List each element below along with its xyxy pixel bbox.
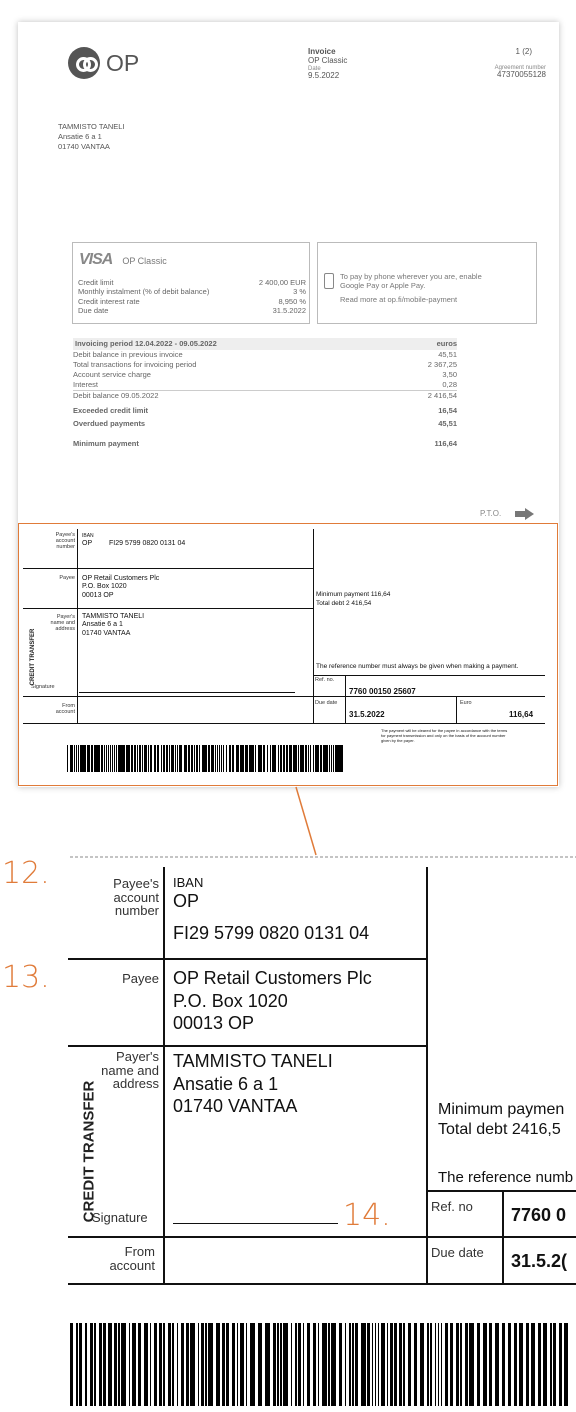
zoom-signature-label: Signature: [92, 1210, 148, 1225]
slip-euro-label: Euro: [460, 700, 472, 706]
zoom-ref-number: 7760 0: [511, 1205, 567, 1225]
zoom-payer-address: [173, 1050, 333, 1118]
zoom-min-payment: Minimum paymen: [438, 1101, 565, 1118]
slip-payee-city: 00013 OP: [82, 591, 114, 599]
recipient-name: TAMMISTO TANELI: [58, 122, 125, 131]
card-row-value: 3 %: [293, 287, 306, 297]
slip-ref-note: The reference number must always be given when making a payment.: [316, 663, 519, 670]
summary-heading: Invoicing period 12.04.2022 - 09.05.2022: [75, 339, 217, 348]
page-number: 1 (2): [515, 47, 532, 56]
card-row-value: 31.5.2022: [272, 306, 306, 316]
zoom-bank: OP: [173, 891, 200, 911]
slip-payee-label: Payee: [59, 575, 75, 581]
zoom-payer-name: TAMMISTO TANELI: [173, 1051, 333, 1071]
zoom-total-debt: Total debt 2416,5: [438, 1121, 561, 1138]
slip-payee-account-label: Payee's account number: [55, 532, 75, 550]
slip-iban: FI29 5799 0820 0131 04: [109, 540, 186, 547]
card-row-label: Credit limit: [78, 278, 114, 287]
slip-side-title: CREDIT TRANSFER: [30, 628, 36, 686]
invoice-date: 9.5.2022: [308, 71, 340, 81]
slip-payee-name: OP Retail Customers Plc: [82, 575, 160, 582]
summary-row-label: Debit balance in previous invoice: [73, 350, 183, 359]
summary-row-value: 2 416,54: [427, 391, 457, 400]
card-row-value: 8,950 %: [278, 296, 306, 306]
slip-min-payment: Minimum payment 116,64: [316, 591, 391, 598]
zoom-iban: FI29 5799 0820 0131 04: [173, 923, 370, 943]
slip-due-label: Due date: [315, 700, 338, 706]
recipient-city: 01740 VANTAA: [58, 141, 110, 151]
zoom-payee-address: [173, 967, 372, 1035]
exceeded-label: Exceeded credit limit: [73, 406, 149, 415]
slip-amount: 116,64: [509, 710, 534, 719]
agreement-label: Agreement number: [494, 64, 546, 71]
slip-payer-name: TAMMISTO TANELI: [82, 613, 145, 620]
zoom-ref-label: Ref. no: [431, 1199, 473, 1214]
recipient-street: Ansatie 6 a 1: [58, 131, 102, 141]
card-row-label: Credit interest rate: [78, 296, 140, 306]
slip-signature-label: Signature: [31, 684, 55, 690]
zoom-from-label: From account: [109, 1244, 155, 1273]
slip-disclaimer: The payment will be cleared for the payee in accordance with the terms for payment transmission and only on the basis of the account number given by the payer.: [381, 728, 508, 743]
visa-logo: VISA: [79, 251, 113, 268]
slip-payer-label: Payer's name and address: [50, 614, 75, 632]
zoom-payee-account-label: Payee's account number: [113, 876, 159, 919]
overdue-value: 45,51: [438, 419, 457, 428]
zoom-payee-label: Payee: [122, 971, 159, 986]
pto-label: P.T.O.: [480, 509, 502, 518]
summary-row-value: 2 367,25: [427, 360, 457, 369]
slip-iban-label: IBAN: [82, 533, 94, 539]
zoom-iban-label: IBAN: [173, 875, 204, 890]
card-product: OP Classic: [122, 256, 167, 266]
slip-payer-city: 01740 VANTAA: [82, 629, 131, 637]
zoom-due-date: 31.5.2(: [511, 1251, 568, 1271]
minimum-value: 116,64: [434, 439, 457, 448]
slip-due-date: 31.5.2022: [349, 710, 385, 719]
zoom-due-label: Due date: [431, 1245, 484, 1260]
zoom-signature-line: [173, 1223, 338, 1224]
callout-14: 14.: [343, 1198, 391, 1233]
slip-total-debt: Total debt 2 416,54: [316, 600, 372, 607]
card-row-label: Monthly instalment (% of debit balance): [78, 287, 210, 297]
summary-row-value: 3,50: [442, 370, 457, 379]
mobile-line-3: Read more at op.fi/mobile-payment: [340, 294, 458, 304]
slip-ref-label: Ref. no.: [315, 677, 335, 683]
summary-row-label: Total transactions for invoicing period: [73, 360, 197, 369]
zoom-payer-street: Ansatie 6 a 1: [173, 1073, 279, 1094]
summary-row-label: Debit balance 09.05.2022: [73, 391, 159, 400]
slip-bank: OP: [82, 540, 93, 547]
exceeded-value: 16,54: [438, 406, 457, 415]
card-row-value: 2 400,00 EUR: [258, 278, 306, 287]
overdue-label: Overdued payments: [73, 419, 146, 428]
summary-row-label: Account service charge: [73, 370, 151, 379]
zoom-barcode: [70, 1323, 570, 1406]
product-name: OP Classic: [308, 55, 348, 65]
zoom-ref-note: The reference numb: [438, 1169, 574, 1186]
card-row-label: Due date: [78, 306, 109, 316]
logo-text: OP: [106, 49, 140, 76]
callout-12: 12.: [2, 856, 50, 891]
summary-row-label: Interest: [73, 380, 99, 389]
summary-unit: euros: [436, 339, 457, 348]
date-label: Date: [308, 65, 321, 72]
doc-type: Invoice: [308, 47, 336, 56]
slip-payer-street: Ansatie 6 a 1: [82, 621, 123, 629]
slip-ref-number: 7760 00150 25607: [349, 687, 416, 696]
zoom-payee-city: 00013 OP: [173, 1013, 255, 1033]
summary-row-value: 0,28: [442, 380, 457, 389]
zoom-side-title: CREDIT TRANSFER: [80, 1080, 98, 1223]
callout-13: 13.: [2, 960, 50, 995]
slip-payee-box: P.O. Box 1020: [82, 583, 127, 591]
mobile-line-2: Google Pay or Apple Pay.: [340, 281, 426, 291]
minimum-label: Minimum payment: [73, 439, 139, 448]
summary-row-value: 45,51: [438, 350, 457, 359]
zoom-payer-label: Payer's name and address: [101, 1049, 159, 1092]
zoom-payee-name: OP Retail Customers Plc: [173, 968, 372, 988]
zoom-payee-box: P.O. Box 1020: [173, 990, 288, 1011]
zoom-payer-city: 01740 VANTAA: [173, 1096, 298, 1116]
mobile-line-1: To pay by phone wherever you are, enable: [340, 272, 482, 281]
agreement-number: 47370055128: [497, 70, 546, 80]
slip-from-label: From account: [55, 703, 75, 715]
